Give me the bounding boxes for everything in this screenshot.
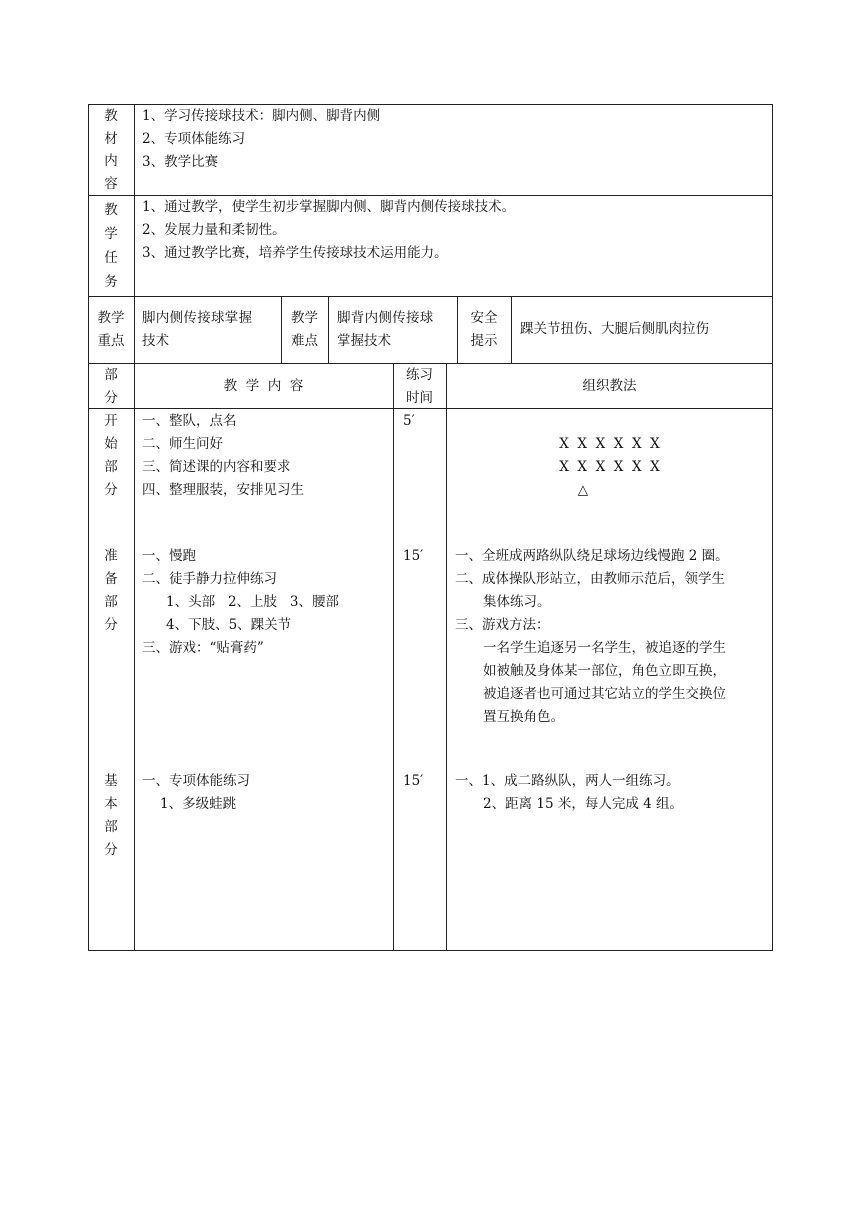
- prep-part-label: 准 备 部 分: [104, 548, 118, 633]
- part-header: 部 分: [104, 367, 118, 406]
- col-divider: [393, 363, 394, 951]
- col-divider: [134, 104, 135, 296]
- textbook-item: 1、学习传接球技术：脚内侧、脚背内侧: [142, 108, 381, 124]
- col-divider: [511, 296, 512, 363]
- start-content-item: 三、简述课的内容和要求: [142, 459, 291, 475]
- formation-row: X X X X X X: [559, 436, 660, 452]
- formation-row: X X X X X X: [559, 459, 660, 475]
- start-content-item: 一、整队，点名: [142, 413, 237, 429]
- prep-method-item: 二、成体操队形站立，由教师示范后，领学生: [455, 571, 725, 587]
- textbook-item: 3、教学比赛: [142, 154, 219, 170]
- prep-method-item: 集体练习。: [483, 594, 551, 610]
- col-divider: [328, 296, 329, 363]
- prep-content-item: 二、徒手静力拉伸练习: [142, 571, 277, 587]
- prep-time: 15′: [403, 548, 424, 564]
- textbook-label: 教 材 内 容: [104, 108, 118, 192]
- prep-method-item: 如被触及身体某一部位，角色立即互换，: [483, 663, 726, 679]
- basic-content-item: 1、多级蛙跳: [160, 796, 237, 812]
- safety-label: 安全 提示: [470, 310, 498, 349]
- basic-content-item: 一、专项体能练习: [142, 773, 250, 789]
- start-content-item: 二、师生问好: [142, 436, 223, 452]
- prep-method-item: 一、全班成两路纵队绕足球场边线慢跑 2 圈。: [455, 548, 729, 564]
- start-time: 5′: [403, 413, 415, 429]
- tasks-label: 教 学 任 务: [104, 202, 118, 290]
- task-item: 3、通过教学比赛，培养学生传接球技术运用能力。: [142, 245, 448, 261]
- method-header: 组织教法: [582, 378, 637, 394]
- time-header: 练习 时间: [406, 367, 433, 406]
- task-item: 1、通过教学，使学生初步掌握脚内侧、脚背内侧传接球技术。: [142, 199, 516, 215]
- safety-value: 踝关节扭伤、大腿后侧肌肉拉伤: [520, 321, 709, 337]
- difficulty-value: 脚背内侧传接球 掌握技术: [337, 310, 434, 349]
- key-point-label: 教学 重点: [97, 310, 125, 349]
- key-point-value: 脚内侧传接球掌握 技术: [142, 310, 253, 349]
- start-content-item: 四、整理服装，安排见习生: [142, 482, 304, 498]
- teacher-triangle-icon: △: [577, 482, 589, 498]
- prep-content-item: 1、头部 2、上肢 3、腰部: [166, 594, 340, 610]
- col-divider: [134, 363, 135, 951]
- col-divider: [134, 296, 135, 363]
- textbook-item: 2、专项体能练习: [142, 131, 246, 147]
- prep-content-item: 4、下肢、5、踝关节: [166, 617, 292, 633]
- prep-method-item: 被追逐者也可通过其它站立的学生交换位: [483, 686, 726, 702]
- row-divider: [88, 296, 773, 297]
- prep-content-item: 一、慢跑: [142, 548, 196, 564]
- basic-time: 15′: [403, 773, 424, 789]
- start-part-label: 开 始 部 分: [104, 413, 118, 498]
- basic-method-item: 2、距离 15 米，每人完成 4 组。: [483, 796, 684, 812]
- prep-content-item: 三、游戏：“贴膏药”: [142, 640, 264, 656]
- basic-method-item: 一、1、成二路纵队，两人一组练习。: [455, 773, 680, 789]
- prep-method-item: 置互换角色。: [483, 709, 564, 725]
- prep-method-item: 一名学生追逐另一名学生，被追逐的学生: [483, 640, 726, 656]
- prep-method-item: 三、游戏方法：: [455, 617, 550, 633]
- basic-part-label: 基 本 部 分: [104, 773, 118, 858]
- task-item: 2、发展力量和柔韧性。: [142, 222, 286, 238]
- difficulty-label: 教学 难点: [291, 310, 318, 349]
- content-header: 教 学 内 容: [223, 378, 304, 394]
